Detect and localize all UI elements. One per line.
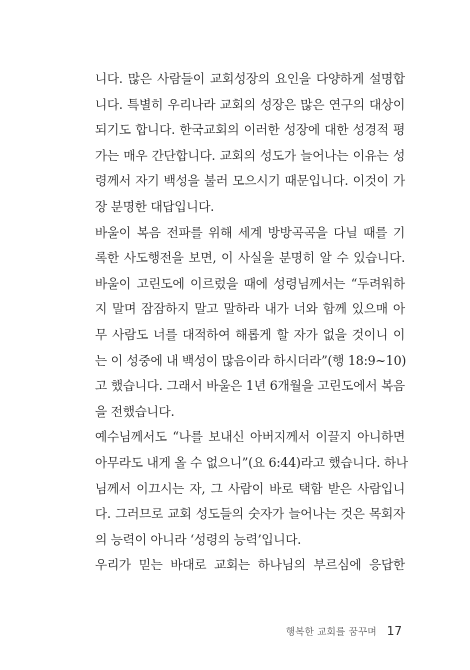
text-line: 니다. 특별히 우리나라 교회의 성장은 많은 연구의 대상이	[95, 96, 405, 112]
text-line: 무 사람도 너를 대적하여 해롭게 할 자가 없을 것이니 이	[95, 326, 405, 342]
body-text	[95, 66, 408, 578]
text-line: 령께서 자기 백성을 불러 모으시기 때문입니다. 이것이 가	[95, 173, 405, 189]
text-line: 을 전했습니다.	[95, 403, 175, 419]
text-line: 의 능력이 아니라 ‘성령의 능력’입니다.	[95, 531, 302, 547]
text-line: 가는 매우 간단합니다. 교회의 성도가 늘어나는 이유는 성	[95, 147, 405, 163]
text-line: 되기도 합니다. 한국교회의 이러한 성장에 대한 성경적 평	[95, 122, 405, 138]
text-line: 우리가 믿는 바대로 교회는 하나님의 부르심에 응답한	[95, 557, 405, 573]
page-footer	[286, 624, 402, 638]
page-number: 17	[386, 624, 402, 638]
text-line: 바울이 복음 전파를 위해 세계 방방곡곡을 다닐 때를 기	[95, 224, 405, 240]
text-line: 바울이 고린도에 이르렀을 때에 성령님께서는 “두려워하	[95, 275, 405, 291]
text-line: 는 이 성중에 내 백성이 많음이라 하시더라”(행 18:9~10)	[95, 352, 407, 368]
text-line: 지 말며 잠잠하지 말고 말하라 내가 너와 함께 있으매 아	[95, 301, 405, 317]
running-footer-title: 행복한 교회를 꿈꾸며	[285, 627, 377, 638]
text-line: 니다. 많은 사람들이 교회성장의 요인을 다양하게 설명합	[95, 71, 405, 86]
text-line: 록한 사도행전을 보면, 이 사실을 분명히 알 수 있습니다.	[95, 250, 405, 266]
text-line: 다. 그러므로 교회 성도들의 숫자가 늘어나는 것은 목회자	[95, 506, 405, 522]
text-line: 아무라도 내게 올 수 없으니”(요 6:44)라고 했습니다. 하나	[95, 454, 408, 470]
text-line: 장 분명한 대답입니다.	[95, 198, 215, 214]
text-line: 님께서 이끄시는 자, 그 사람이 바로 택함 받은 사람입니	[95, 480, 405, 496]
text-line: 고 했습니다. 그래서 바울은 1년 6개월을 고린도에서 복음	[95, 378, 405, 394]
text-line: 예수님께서도 “나를 보내신 아버지께서 이끌지 아니하면	[95, 429, 405, 445]
